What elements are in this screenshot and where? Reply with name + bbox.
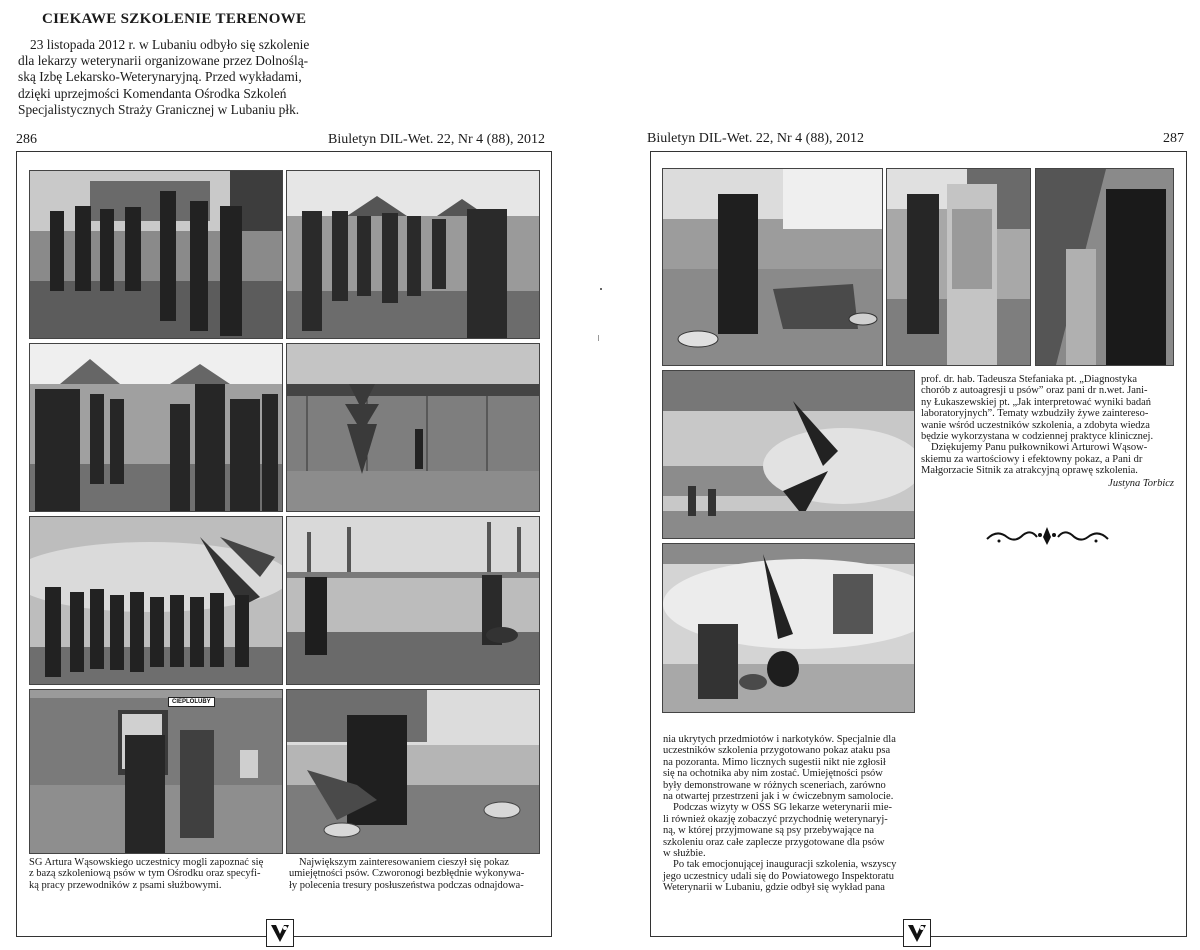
article-intro bbox=[18, 37, 358, 118]
text-line: były demonstrowane w różnych sceneriach, zarówno bbox=[663, 779, 886, 791]
right-page-number: 287 bbox=[1163, 131, 1184, 146]
photo-handler-fence bbox=[286, 516, 540, 685]
photo-man-corridor bbox=[1035, 168, 1174, 366]
photo-building-sign bbox=[29, 689, 283, 854]
text-line: będzie wykorzystana w codziennej praktyce klinicznej. bbox=[921, 431, 1154, 443]
caption-line: z bazą szkoleniową psów w tym Ośrodku oraz specyfi- bbox=[29, 868, 261, 880]
building-sign: CIEPLOLUBY bbox=[168, 697, 215, 707]
photo-two-men bbox=[886, 168, 1031, 366]
left-caption-col2 bbox=[289, 857, 537, 891]
text-line: Dziękujemy Panu pułkownikowi Arturowi Wąsow- bbox=[931, 442, 1148, 454]
right-text-block bbox=[921, 374, 1174, 489]
article-intro-line: dzięki uprzejmości Komendanta Ośrodka Szkoleń bbox=[18, 85, 287, 101]
left-page-logo-icon bbox=[266, 919, 294, 947]
article-title: CIEKAWE SZKOLENIE TERENOWE bbox=[42, 11, 307, 27]
right-page-header: Biuletyn DIL-Wet. 22, Nr 4 (88), 2012 bbox=[647, 131, 864, 146]
gutter-mark bbox=[598, 335, 599, 341]
right-bottom-text bbox=[663, 734, 911, 894]
text-line: wanie wśród uczestników szkolenia, a zdobyta wiedza bbox=[921, 419, 1150, 431]
caption-line: umiejętności psów. Czworonogi bezbłędnie wykonywa- bbox=[289, 868, 525, 880]
left-page-number: 286 bbox=[16, 132, 37, 147]
caption-line: Największym zainteresowaniem cieszył się pokaz bbox=[299, 857, 509, 868]
caption-line: ły polecenia tresury posłuszeństwa podczas odnajdowa- bbox=[289, 879, 524, 891]
article-intro-line: ską Izbę Lekarsko-Weterynaryjną. Przed wykładami, bbox=[18, 69, 302, 85]
text-line: prof. dr. hab. Tadeusza Stefaniaka pt. „Diagnostyka bbox=[921, 374, 1138, 385]
article-intro-line: 23 listopada 2012 r. w Lubaniu odbyło się szkolenie bbox=[30, 37, 310, 52]
photo-officer-group bbox=[29, 343, 283, 512]
text-line: jego uczestnicy udali się do Powiatowego Inspektoratu bbox=[663, 870, 894, 882]
caption-line: SG Artura Wąsowskiego uczestnicy mogli zapoznać się bbox=[29, 857, 264, 868]
photo-group-plane bbox=[29, 516, 283, 685]
text-line: szkoleniu oraz całe zaplecze przygotowane dla psów bbox=[663, 836, 885, 848]
photo-group-yard bbox=[29, 170, 283, 339]
article-intro-line: dla lekarzy weterynarii organizowane przez Dolnoślą- bbox=[18, 53, 309, 69]
text-line: Małgorzacie Sitnik za atrakcyjną oprawę szkolenia. bbox=[921, 465, 1138, 477]
left-caption-col1 bbox=[29, 857, 277, 891]
text-line: ną, w której przyjmowane są psy przebywające na bbox=[663, 825, 875, 837]
article-intro-line: Specjalistycznych Straży Granicznej w Lubaniu płk. bbox=[18, 101, 300, 117]
text-line: Podczas wizyty w OSS SG lekarze weterynarii mie- bbox=[673, 802, 892, 814]
text-line: laboratoryjnych”. Tematy wzbudziły żywe zaintereso- bbox=[921, 408, 1149, 420]
gutter-mark bbox=[600, 288, 602, 290]
text-line: się na ochotnika aby nim zostać. Umiejętności psów bbox=[663, 768, 883, 780]
text-line: li również okazję zobaczyć przychodnię weterynaryj- bbox=[663, 813, 888, 825]
text-line: skiemu za wartościowy i efektowny pokaz, a Pani dr bbox=[921, 453, 1143, 465]
text-line: uczestników szkolenia przygotowano pokaz ataku psa bbox=[663, 745, 891, 757]
photo-plane-train bbox=[662, 370, 915, 539]
photo-kennels bbox=[286, 343, 540, 512]
author: Justyna Torbicz bbox=[1108, 477, 1174, 489]
text-line: na pozoranta. Mimo licznych sugestii nikt nie zgłosił bbox=[663, 756, 886, 768]
photo-dog-attack bbox=[286, 689, 540, 854]
left-page-header: Biuletyn DIL-Wet. 22, Nr 4 (88), 2012 bbox=[328, 132, 545, 147]
text-line: na otwartej przestrzeni jak i w ćwiczebnym samolocie. bbox=[663, 791, 894, 803]
text-line: ny Łukaszewskiej pt. „Jak interpretować wyniki badań bbox=[921, 396, 1152, 408]
text-line: w służbie. bbox=[663, 848, 706, 860]
photo-group-houses bbox=[286, 170, 540, 339]
photo-plane-dog-search bbox=[662, 543, 915, 713]
photo-handler-dog-bowls bbox=[662, 168, 883, 366]
ornament-divider-icon bbox=[985, 525, 1110, 547]
text-line: nia ukrytych przedmiotów i narkotyków. Specjalnie dla bbox=[663, 734, 896, 745]
text-line: Weterynarii w Lubaniu, gdzie odbył się wykład pana bbox=[663, 882, 885, 894]
right-page-logo-icon bbox=[903, 919, 931, 947]
caption-line: ką pracy przewodników z psami służbowymi. bbox=[29, 879, 222, 891]
text-line: Po tak emocjonującej inauguracji szkolenia, wszyscy bbox=[673, 859, 897, 871]
text-line: chorób z autoagresji u psów” oraz pani dr n.wet. Jani- bbox=[921, 385, 1148, 397]
